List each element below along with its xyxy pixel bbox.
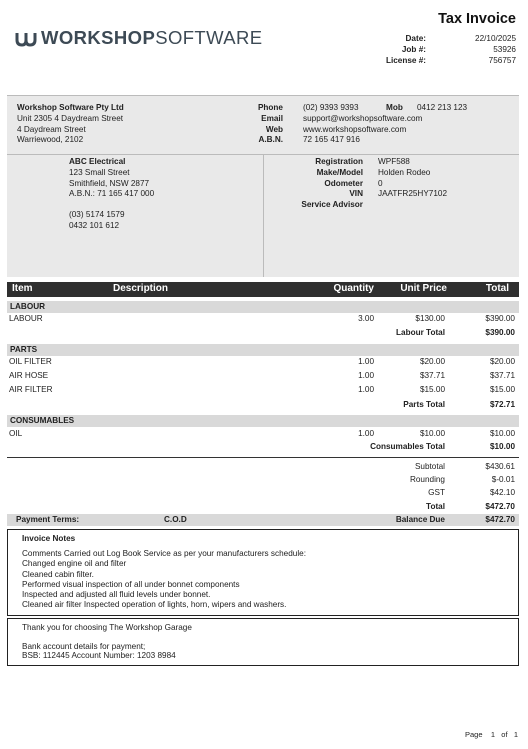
table-row: AIR FILTER 1.00 $15.00 $15.00 (9, 385, 515, 394)
brand-logo (14, 28, 263, 48)
vehicle-labels: Registration Make/Model Odometer VIN Service Advisor (301, 157, 363, 210)
payment-info: Thank you for choosing The Workshop Garage Bank account details for payment; BSB: 112445 Account Number: 1203 8984 (7, 618, 519, 666)
company-address: Workshop Software Pty Ltd Unit 2305 4 Daydream Street 4 Daydream Street Warriewood, 2102 (17, 103, 124, 145)
customer-phone: (03) 5174 1579 (69, 210, 125, 220)
table-row: AIR HOSE 1.00 $37.71 $37.71 (9, 371, 515, 380)
customer-name: ABC Electrical (69, 157, 126, 166)
invoice-title: Tax Invoice (438, 11, 516, 27)
balance-due: $472.70 (485, 515, 515, 524)
vehicle-odometer: 0 (378, 178, 383, 188)
table-row: OIL FILTER 1.00 $20.00 $20.00 (9, 357, 515, 366)
invoice-date: 22/10/2025 (475, 34, 516, 43)
company-email: support@workshopsoftware.com (303, 113, 423, 123)
line-items-header: Item Description Quantity Unit Price Total (7, 282, 519, 297)
table-row: OIL 1.00 $10.00 $10.00 (9, 429, 515, 438)
vehicle-registration: WPF588 (378, 157, 410, 166)
company-contact-values (303, 103, 422, 146)
thanks-message: Thank you for choosing The Workshop Garage (22, 623, 192, 632)
company-abn: 72 165 417 916 (303, 135, 360, 145)
brand-name: WORKSHOPSOFTWARE (41, 27, 263, 48)
invoice-meta-values (475, 33, 516, 66)
invoice-meta-labels: Date: Job #: License #: (385, 34, 426, 65)
section-parts: PARTS (7, 344, 519, 356)
vehicle-make-model: Holden Rodeo (378, 167, 431, 177)
vehicle-vin: JAATFR25HY7102 (378, 189, 448, 199)
table-bottom-rule (7, 457, 519, 458)
parts-total-row: Parts Total $72.71 (403, 400, 515, 409)
vehicle-values (378, 157, 447, 200)
labour-total-row: Labour Total $390.00 (396, 328, 515, 337)
invoice-notes: Invoice Notes Comments Carried out Log Book Service as per your manufacturers schedule: Changed engine oil and filter Cleaned cabin filter. Performed visual inspection of all under bonnet components Inspected and adjusted all fluid levels under bonnet. Cleaned air filter Inspected operation of lights, horn, wipers and washers. (7, 529, 519, 616)
company-mob: 0412 213 123 (417, 103, 468, 112)
consumables-total-row: Consumables Total $10.00 (370, 442, 515, 451)
subtotal-row: Subtotal $430.61 (414, 462, 515, 471)
customer-mobile: 0432 101 612 (69, 220, 120, 230)
license-number: 756757 (488, 56, 516, 65)
total-row: Total $472.70 (426, 502, 515, 511)
company-web: www.workshopsoftware.com (303, 124, 407, 134)
table-row: LABOUR 3.00 $130.00 $390.00 (9, 314, 515, 323)
company-name: Workshop Software Pty Ltd (17, 103, 124, 112)
bank-details: BSB: 112445 Account Number: 1203 8984 (22, 651, 176, 660)
workshop-logo-icon (14, 28, 38, 48)
notes-title: Invoice Notes (22, 534, 76, 543)
payment-terms-row: Payment Terms: C.O.D Balance Due $472.70 (7, 514, 519, 526)
gst-row: GST $42.10 (428, 488, 515, 497)
section-labour: LABOUR (7, 301, 519, 313)
section-consumables: CONSUMABLES (7, 415, 519, 427)
rounding-row: Rounding $-0.01 (409, 475, 515, 484)
job-number: 53926 (493, 45, 516, 54)
page-number: Page 1 of 1 (464, 730, 518, 739)
customer-details: ABC Electrical 123 Small Street Smithfield, NSW 2877 A.B.N.: 71 165 417 000 (03) 5174 1579 0432 101 612 (69, 157, 155, 230)
payment-terms: C.O.D (164, 515, 187, 524)
company-contact-labels: Phone Email Web A.B.N. (257, 103, 283, 145)
company-phone: (02) 9393 9393 (303, 103, 359, 112)
mob-label: Mob (386, 103, 403, 112)
details-vertical-divider (263, 155, 264, 277)
